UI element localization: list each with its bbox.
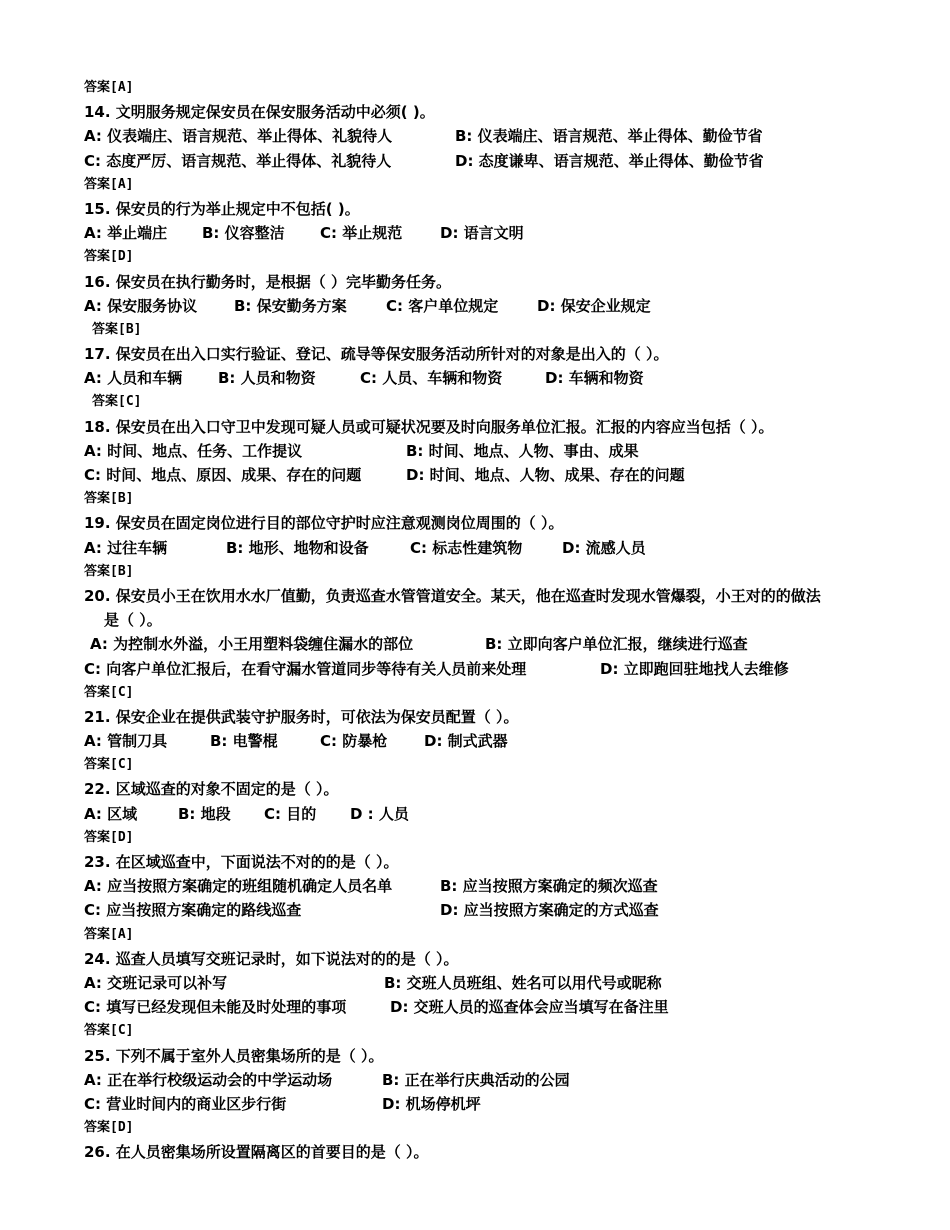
- option-text: A: 人员和车辆: [84, 369, 183, 388]
- options-line: [0, 1092, 950, 1116]
- option-text: C: 向客户单位汇报后，在看守漏水管道同步等待有关人员前来处理: [84, 659, 527, 678]
- option-text: D: 流感人员: [562, 538, 646, 557]
- answer-text: 答案[A]: [84, 80, 134, 95]
- option-text: C: 人员、车辆和物资: [360, 369, 503, 388]
- answer-text: 答案[D]: [84, 829, 134, 845]
- answer-text: 答案[C]: [92, 394, 142, 410]
- option-text: C: 时间、地点、原因、成果、存在的问题: [84, 466, 362, 484]
- question-line: [0, 342, 950, 366]
- option-text: D: 语言文明: [440, 224, 524, 243]
- options-line: [0, 632, 950, 656]
- answer-text: 答案[B]: [92, 321, 142, 337]
- option-text: B: 电警棍: [210, 732, 278, 751]
- option-text: B: 立即向客户单位汇报，继续进行巡查: [485, 635, 748, 654]
- option-text: C: 填写已经发现但未能及时处理的事项: [84, 998, 347, 1017]
- question-line: [0, 777, 950, 801]
- options-line: [0, 729, 950, 753]
- question-line: [0, 705, 950, 729]
- option-text: A: 管制刀具: [84, 732, 168, 751]
- options-line: [0, 898, 950, 922]
- question-text: 23. 在区域巡查中，下面说法不对的的是（ ）。: [84, 853, 399, 871]
- option-text: B: 地形、地物和设备: [226, 538, 369, 557]
- question-text: 是（ ）。: [104, 611, 162, 630]
- answer-text: 答案[D]: [84, 249, 134, 265]
- answer-line: [0, 390, 950, 414]
- question-text: 16. 保安员在执行勤务时，是根据（ ）完毕勤务任务。: [84, 272, 452, 291]
- option-text: D: 立即跑回驻地找人去维修: [600, 659, 789, 678]
- question-text: 21. 保安企业在提供武装守护服务时，可依法为保安员配置（ ）。: [84, 707, 519, 726]
- question-line: [0, 947, 950, 971]
- options-line: [0, 366, 950, 390]
- option-text: A: 正在举行校级运动会的中学运动场: [84, 1070, 333, 1089]
- options-line: [0, 874, 950, 898]
- answer-line: [0, 318, 950, 342]
- option-text: B: 人员和物资: [218, 369, 316, 388]
- option-text: C: 营业时间内的商业区步行街: [84, 1094, 287, 1113]
- option-text: C: 态度严厉、语言规范、举止得体、礼貌待人: [84, 151, 392, 170]
- answer-line: [0, 560, 950, 584]
- option-text: D: 机场停机坪: [382, 1094, 481, 1113]
- option-text: D: 时间、地点、人物、成果、存在的问题: [406, 466, 685, 484]
- option-text: C: 客户单位规定: [386, 296, 499, 315]
- option-text: B: 仪容整洁: [202, 224, 285, 243]
- option-text: C: 目的: [264, 804, 317, 823]
- option-text: C: 标志性建筑物: [410, 538, 523, 557]
- option-text: A: 举止端庄: [84, 224, 168, 243]
- question-text: 15. 保安员的行为举止规定中不包括( )。: [84, 199, 360, 218]
- options-line: [0, 294, 950, 318]
- answer-text: 答案[A]: [84, 926, 134, 942]
- answer-line: [0, 923, 950, 947]
- options-line: [0, 463, 950, 487]
- question-line: [0, 511, 950, 535]
- option-text: A: 交班记录可以补写: [84, 973, 228, 992]
- option-text: A: 区域: [84, 804, 138, 823]
- question-line: [0, 584, 950, 608]
- question-text: 17. 保安员在出入口实行验证、登记、疏导等保安服务活动所针对的对象是出入的（ ）。: [84, 345, 669, 364]
- options-line: [0, 221, 950, 245]
- question-text: 26. 在人员密集场所设置隔离区的首要目的是（ ）。: [84, 1143, 429, 1162]
- options-line: [0, 439, 950, 463]
- question-line: [0, 608, 950, 632]
- option-text: C: 应当按照方案确定的路线巡查: [84, 901, 302, 920]
- option-text: D: 态度谦卑、语言规范、举止得体、勤俭节省: [455, 151, 764, 170]
- option-text: B: 保安勤务方案: [234, 296, 347, 315]
- option-text: B: 地段: [178, 804, 231, 823]
- question-text: 19. 保安员在固定岗位进行目的部位守护时应注意观测岗位周围的（ ）。: [84, 514, 564, 533]
- option-text: A: 为控制水外溢，小王用塑料袋缠住漏水的部位: [90, 635, 414, 654]
- document-page: [0, 76, 950, 1164]
- options-line: [0, 971, 950, 995]
- option-text: D: 应当按照方案确定的方式巡查: [440, 901, 659, 920]
- answer-text: 答案[C]: [84, 684, 134, 700]
- question-text: 18. 保安员在出入口守卫中发现可疑人员或可疑状况要及时向服务单位汇报。汇报的内容应当包括（ ）。: [84, 417, 774, 436]
- options-line: [0, 1068, 950, 1092]
- option-text: B: 时间、地点、人物、事由、成果: [406, 441, 639, 460]
- option-text: A: 保安服务协议: [84, 296, 198, 315]
- option-text: C: 举止规范: [320, 224, 403, 243]
- answer-text: 答案[C]: [84, 757, 134, 773]
- option-text: D: 保安企业规定: [537, 296, 651, 315]
- question-line: [0, 1140, 950, 1164]
- option-text: A: 应当按照方案确定的班组随机确定人员名单: [84, 877, 393, 896]
- option-text: C: 防暴枪: [320, 732, 388, 751]
- option-text: A: 仪表端庄、语言规范、举止得体、礼貌待人: [84, 127, 393, 146]
- option-text: B: 应当按照方案确定的频次巡查: [440, 877, 658, 896]
- question-line: [0, 100, 950, 124]
- answer-line: [0, 76, 950, 100]
- answer-text: 答案[B]: [84, 563, 134, 579]
- answer-text: 答案[B]: [84, 491, 134, 507]
- question-line: [0, 270, 950, 294]
- options-line: [0, 536, 950, 560]
- answer-line: [0, 681, 950, 705]
- answer-line: [0, 753, 950, 777]
- question-text: 25. 下列不属于室外人员密集场所的是（ ）。: [84, 1046, 384, 1065]
- options-line: [0, 657, 950, 681]
- answer-text: 答案[C]: [84, 1023, 134, 1039]
- options-line: [0, 802, 950, 826]
- question-line: [0, 197, 950, 221]
- option-text: D : 人员: [350, 804, 409, 823]
- option-text: D: 制式武器: [424, 732, 508, 751]
- options-line: [0, 124, 950, 148]
- question-line: [0, 1044, 950, 1068]
- question-text: 22. 区域巡查的对象不固定的是（ ）。: [84, 780, 339, 799]
- answer-line: [0, 173, 950, 197]
- question-text: 14. 文明服务规定保安员在保安服务活动中必须( )。: [84, 103, 435, 122]
- answer-text: 答案[D]: [84, 1120, 134, 1136]
- answer-line: [0, 487, 950, 511]
- options-line: [0, 149, 950, 173]
- answer-line: [0, 1116, 950, 1140]
- question-text: 24. 巡查人员填写交班记录时，如下说法对的的是（ ）。: [84, 949, 459, 968]
- answer-text: 答案[A]: [84, 176, 134, 192]
- option-text: A: 时间、地点、任务、工作提议: [84, 441, 303, 460]
- options-line: [0, 995, 950, 1019]
- option-text: A: 过往车辆: [84, 538, 168, 557]
- option-text: D: 交班人员的巡查体会应当填写在备注里: [390, 998, 669, 1017]
- option-text: D: 车辆和物资: [545, 369, 644, 388]
- answer-line: [0, 245, 950, 269]
- option-text: B: 交班人员班组、姓名可以用代号或昵称: [384, 973, 662, 992]
- answer-line: [0, 1019, 950, 1043]
- question-line: [0, 415, 950, 439]
- option-text: B: 正在举行庆典活动的公园: [382, 1070, 570, 1089]
- option-text: B: 仪表端庄、语言规范、举止得体、勤俭节省: [455, 127, 763, 146]
- question-line: [0, 850, 950, 874]
- answer-line: [0, 826, 950, 850]
- question-text: 20. 保安员小王在饮用水水厂值勤，负责巡查水管管道安全。某天，他在巡查时发现水管爆裂，小王对的的做法: [84, 586, 821, 605]
